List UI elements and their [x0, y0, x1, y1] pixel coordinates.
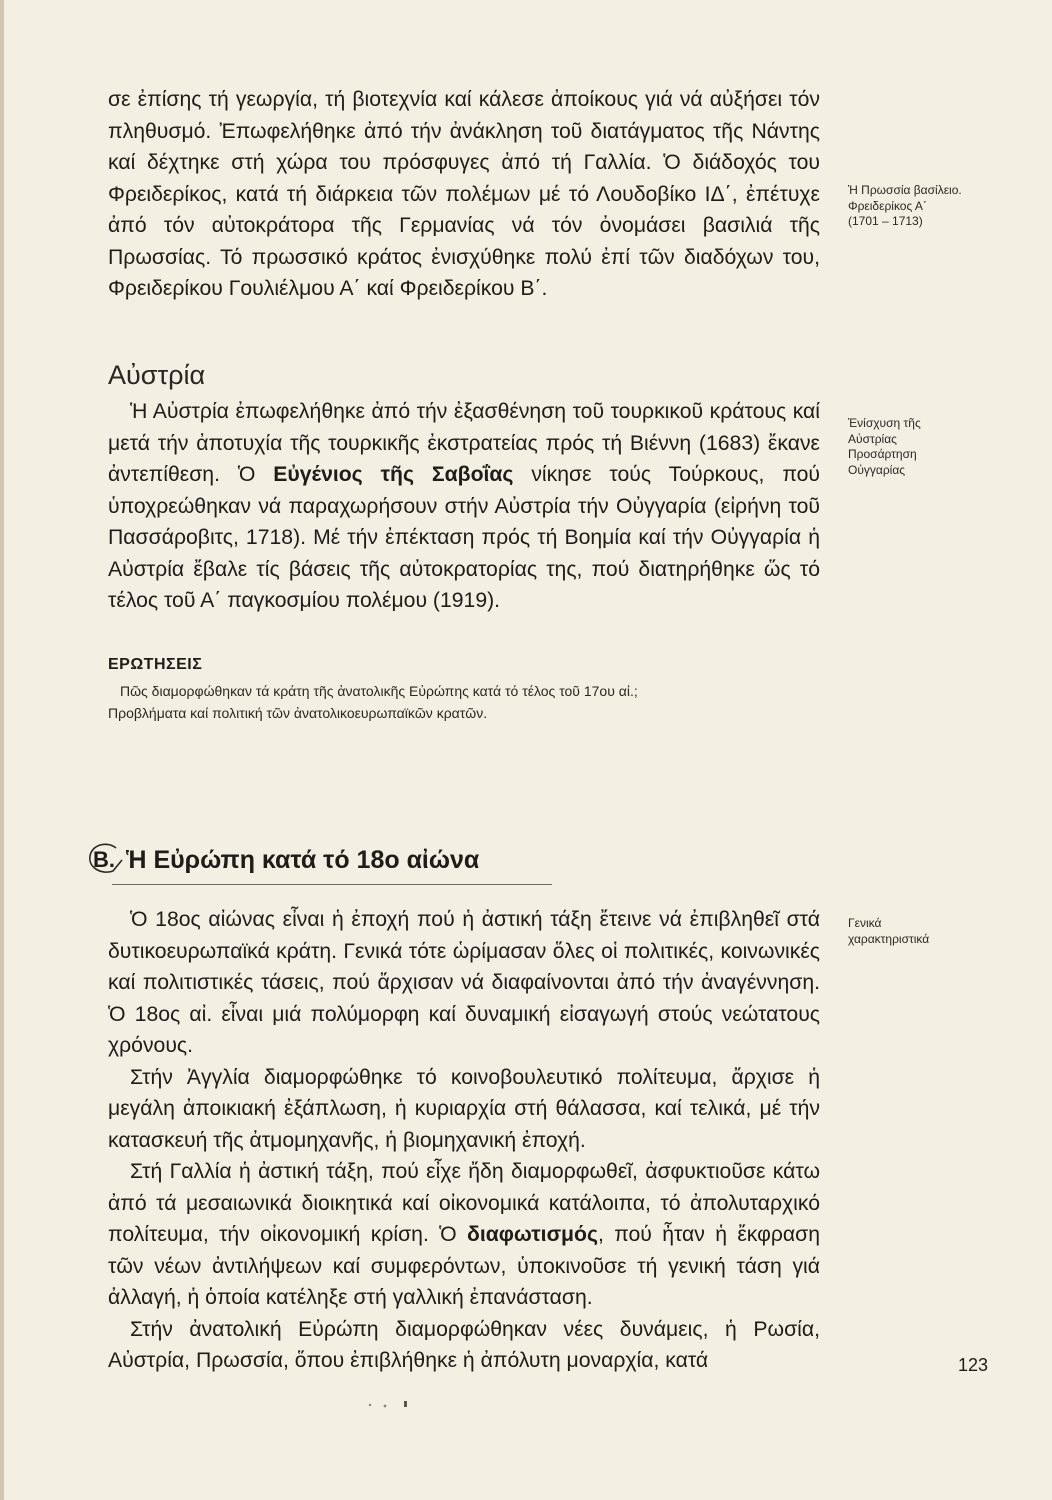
chapter-paragraph-1: Ὁ 18ος αἰώνας εἶναι ἡ ἐποχή πού ἡ ἀστική τάξη ἔτεινε νά ἐπιβληθεῖ στά δυτικοευρωπαϊκά κράτη. Γενικά τότε ὡρίμασαν ὅλες οἱ πολιτικές, κοινωνικές καί πολιτιστικές τάσεις, πού ἄρχισαν νά διαφαίνονται ἀπό τήν ἀναγέννηση. Ὁ 18ος αἰ. εἶναι μιά πολύμορφη καί δυναμική εἰσαγωγή στούς νεώτατους χρόνους. [108, 908, 820, 1057]
margin-note-line: Ἐνίσχυση τῆς [848, 416, 921, 430]
margin-note-prussia [848, 183, 1048, 230]
chapter-p3-text-1: Στή Γαλλία ἡ ἀστική τάξη, πού εἶχε ἤδη διαμορφωθεῖ, ἀσφυκτιοῦσε κάτω ἀπό τά μεσαιωνικά διοικητικά καί οἰκονομικά κατάλοιπα, τό ἀπολυταρχικό πολίτευμα, τήν οἰκονομική κρίση. Ὁ [108, 1160, 820, 1246]
chapter-paragraph-2: Στήν Ἀγγλία διαμορφώθηκε τό κοινοβουλευτικό πολίτευμα, ἄρχισε ἡ μεγάλη ἀποικιακή ἐξάπλωση, ἡ κυριαρχία στή θάλασσα, καί τελικά, μέ τήν κατασκευή τῆς ἀτμομηχανῆς, ἡ βιομηχανική ἐποχή. [108, 1065, 820, 1152]
austria-paragraph [108, 396, 820, 617]
question-line: Προβλήματα καί πολιτική τῶν ἀνατολικοευρωπαϊκῶν κρατῶν. [108, 705, 488, 721]
margin-note-line: Φρειδερίκος Α΄ [848, 198, 927, 213]
austria-section [108, 396, 820, 617]
scan-specks [340, 1395, 420, 1415]
chapter-letter: Β. [93, 847, 115, 872]
margin-note-line: Ἡ Πρωσσία βασίλειο. [848, 183, 962, 197]
prussia-section [108, 84, 820, 305]
question-line: Πῶς διαμορφώθηκαν τά κράτη τῆς ἀνατολικῆς Εὐρώπης κατά τό τέλος τοῦ 17ου αἰ.; [120, 683, 638, 699]
page-edge [0, 0, 4, 1500]
austria-text-1: Ἡ Αὐστρία ἐπωφελήθηκε ἀπό τήν ἐξασθένηση τοῦ τουρκικοῦ κράτους καί μετά τήν ἀποτυχία τῆς τουρκικῆς ἐκστρατείας πρός τή Βιέννη (1683) ἔκανε ἀντεπίθεση. Ὁ [108, 400, 820, 486]
section-heading-austria: Αὐστρία [108, 360, 206, 390]
page-number: 123 [958, 1355, 989, 1375]
chapter-paragraph-4: Στήν ἀνατολική Εὐρώπη διαμορφώθηκαν νέες δυνάμεις, ἡ Ρωσία, Αὐστρία, Πρωσσία, ὅπου ἐπιβλήθηκε ἡ ἀπόλυτη μοναρχία, κατά [108, 1317, 820, 1372]
margin-note-line: Οὐγγαρίας [848, 462, 906, 477]
enlightenment-term: διαφωτισμός [467, 1223, 598, 1246]
margin-note-line: Προσάρτηση [848, 447, 917, 461]
margin-note-austria [848, 416, 1048, 478]
chapter-p3-text-2: , πού ἦταν ἡ ἔκφραση τῶν νέων ἀντιλήψεων καί συμφερόντων, ὑποκινοῦσε τή γενική τάση γιά ἀλλαγή, ἡ ὁποία κατέληξε στή γαλλική ἐπανάσταση. [108, 1223, 821, 1309]
chapter-paragraph-3 [108, 1156, 820, 1314]
questions-body [108, 680, 868, 724]
margin-note-chapter [848, 916, 1048, 947]
margin-note-line: Αὐστρίας [848, 431, 897, 446]
chapter-body [108, 904, 820, 1377]
chapter-underline [112, 884, 552, 885]
prussia-paragraph: σε ἐπίσης τή γεωργία, τή βιοτεχνία καί κάλεσε ἀποίκους γιά νά αὐξήσει τόν πληθυσμό. Ἐπωφελήθηκε ἀπό τήν ἀνάκληση τοῦ διατάγματος τῆς Νάντης καί δέχτηκε στή χώρα του πρόσφυγες ἀπό τή Γαλλία. Ὁ διάδοχός του Φρειδερίκος, κατά τή διάρκεια τῶν πολέμων μέ τό Λουδοβίκο ΙΔ΄, ἐπέτυχε ἀπό τόν αὐτοκράτορα τῆς Γερμανίας νά τόν ὀνομάσει βασιλιά τῆς Πρωσσίας. Τό πρωσσικό κράτος ἐνισχύθηκε πολύ ἐπί τῶν διαδόχων του, Φρειδερίκου Γουλιέλμου Α΄ καί Φρειδερίκου Β΄. [108, 88, 820, 300]
eugene-of-savoy: Εὐγένιος τῆς Σαβοΐας [273, 463, 514, 486]
margin-note-line: Γενικά [848, 916, 882, 930]
margin-note-line: χαρακτηριστικά [848, 931, 930, 946]
austria-text-2: νίκησε τούς Τούρκους, πού ὑποχρεώθηκαν νά παραχωρήσουν στήν Αὐστρία τήν Οὐγγαρία (εἰρήνη τοῦ Πασσάροβιτς, 1718). Μέ τήν ἐπέκταση πρός τή Βοημία καί τήν Οὐγγαρία ἡ Αὐστρία ἔβαλε τίς βάσεις τῆς αὐτοκρατορίας της, πού διατηρήθηκε ὥς τό τέλος τοῦ Α΄ παγκοσμίου πολέμου (1919). [108, 463, 821, 612]
margin-note-line: (1701 – 1713) [848, 214, 923, 228]
chapter-title: Ἡ Εὐρώπη κατά τό 18ο αἰώνα [126, 846, 480, 874]
questions-title: ΕΡΩΤΗΣΕΙΣ [108, 656, 203, 673]
chapter-letter-marker [86, 842, 126, 876]
